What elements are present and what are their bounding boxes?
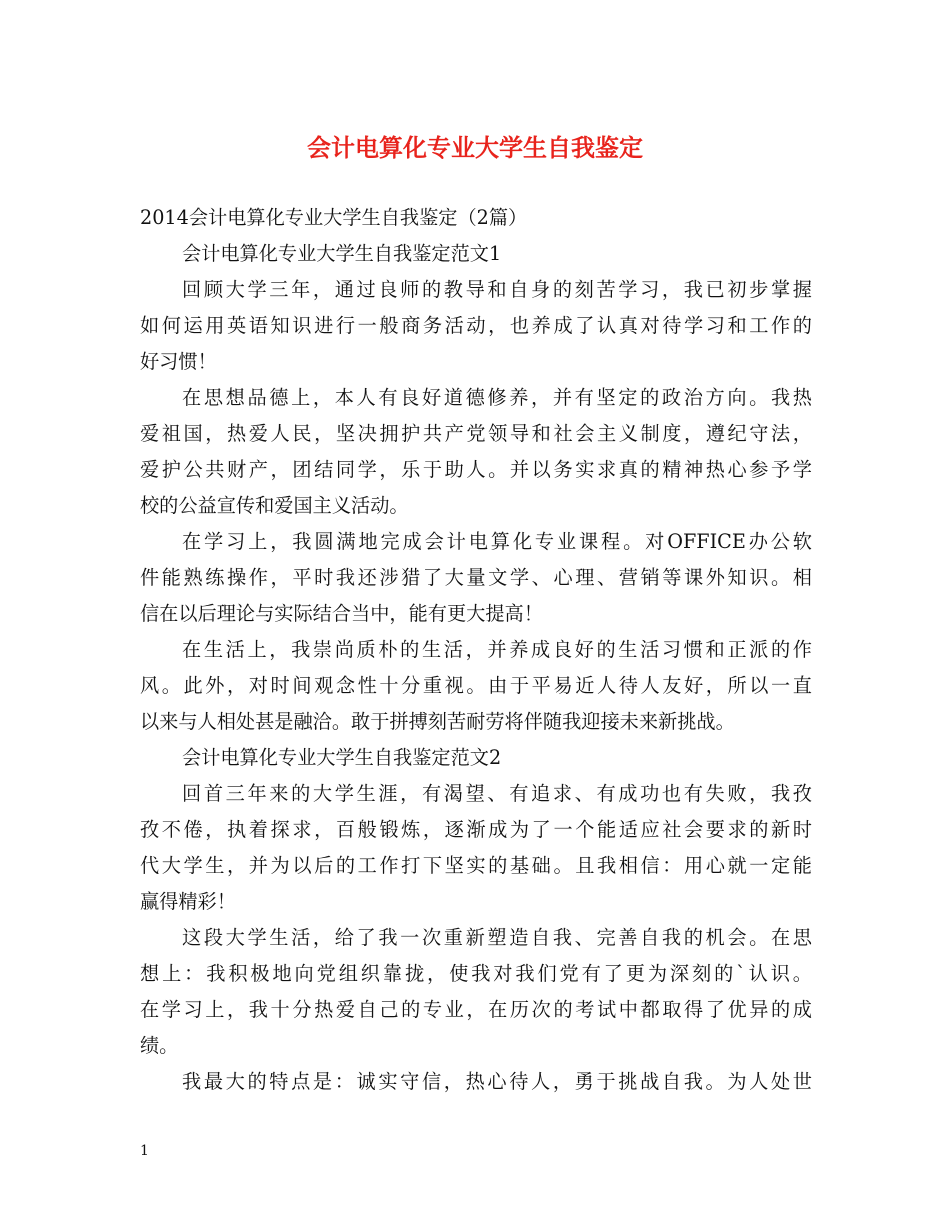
text-line: 爱祖国，热爱人民，坚决拥护共产党领导和社会主义制度，遵纪守法，	[140, 422, 812, 445]
text-line: 在思想品德上，本人有良好道德修养，并有坚定的政治方向。我热	[182, 386, 812, 409]
text-line: 在生活上，我崇尚质朴的生活，并养成良好的生活习惯和正派的作	[182, 638, 812, 661]
text-line: 会计电算化专业大学生自我鉴定范文2	[182, 746, 502, 769]
page-number: 1	[140, 1143, 149, 1159]
text-line: 好习惯！	[140, 350, 217, 373]
text-line: 2014会计电算化专业大学生自我鉴定（2篇）	[140, 206, 528, 229]
text-line: 件能熟练操作，平时我还涉猎了大量文学、心理、营销等课外知识。相	[140, 566, 812, 589]
text-line: 想上：我积极地向党组织靠拢，使我对我们党有了更为深刻的`认识。	[140, 962, 812, 985]
text-line: 风。此外，对时间观念性十分重视。由于平易近人待人友好，所以一直	[140, 674, 812, 697]
document-title: 会计电算化专业大学生自我鉴定	[307, 133, 643, 162]
text-line: 代大学生，并为以后的工作打下坚实的基础。且我相信：用心就一定能	[140, 854, 812, 877]
text-line: 以来与人相处甚是融洽。敢于拼搏刻苦耐劳将伴随我迎接未来新挑战。	[140, 710, 735, 733]
text-line: 回首三年来的大学生涯，有渴望、有追求、有成功也有失败，我孜	[182, 782, 812, 805]
text-line: 在学习上，我圆满地完成会计电算化专业课程。对OFFICE办公软	[182, 530, 812, 553]
text-line: 孜不倦，执着探求，百般锻炼，逐渐成为了一个能适应社会要求的新时	[140, 818, 812, 841]
text-line: 这段大学生活，给了我一次重新塑造自我、完善自我的机会。在思	[182, 926, 812, 949]
text-line: 如何运用英语知识进行一般商务活动，也养成了认真对待学习和工作的	[140, 314, 812, 337]
text-line: 会计电算化专业大学生自我鉴定范文1	[182, 242, 502, 265]
text-line: 赢得精彩！	[140, 890, 236, 913]
text-line: 爱护公共财产，团结同学，乐于助人。并以务实求真的精神热心参予学	[140, 458, 812, 481]
text-line: 我最大的特点是：诚实守信，热心待人，勇于挑战自我。为人处世	[182, 1070, 812, 1093]
text-line: 绩。	[140, 1034, 179, 1057]
document-body	[140, 200, 812, 1100]
text-line: 校的公益宣传和爱国主义活动。	[140, 494, 409, 517]
text-line: 在学习上，我十分热爱自己的专业，在历次的考试中都取得了优异的成	[140, 998, 812, 1021]
text-line: 信在以后理论与实际结合当中，能有更大提高！	[140, 602, 543, 625]
text-line: 回顾大学三年，通过良师的教导和自身的刻苦学习，我已初步掌握	[182, 278, 812, 301]
